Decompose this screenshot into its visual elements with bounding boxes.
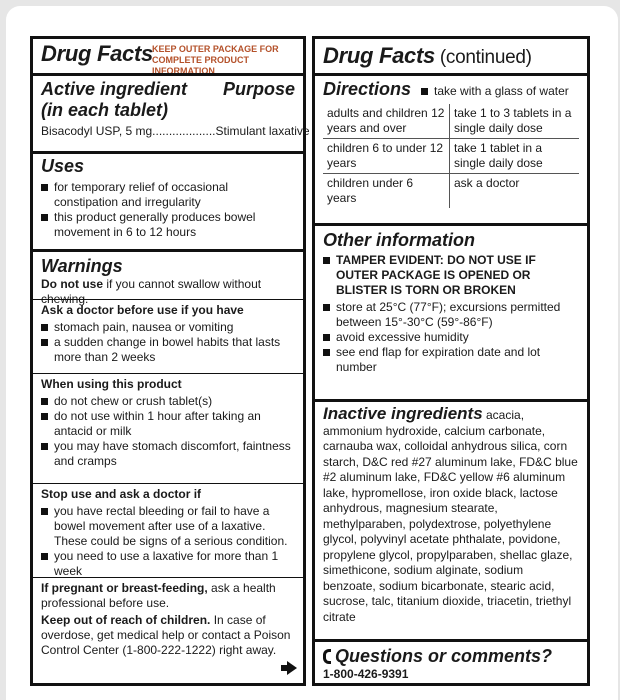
ask-doctor-heading: Ask a doctor before use if you have xyxy=(41,303,244,317)
directions-section xyxy=(315,73,587,223)
inactive-ingredients-section xyxy=(315,399,587,639)
questions-heading: Questions or comments? xyxy=(335,646,553,666)
pregnancy-section xyxy=(33,577,303,658)
stop-item: you need to use a laxative for more than 1 week xyxy=(41,549,295,579)
table-row xyxy=(323,174,579,209)
questions-section xyxy=(315,639,587,682)
directions-age: children 6 to under 12 years xyxy=(323,139,450,174)
other-item: see end flap for expiration date and lot number xyxy=(323,345,579,375)
directions-dose: take 1 to 3 tablets in a single daily dose xyxy=(454,106,572,135)
when-using-heading: When using this product xyxy=(41,377,182,391)
drug-facts-header xyxy=(33,41,303,76)
other-item: TAMPER EVIDENT: DO NOT USE IF OUTER PACKAGE IS OPENED OR BLISTER IS TORN OR BROKEN xyxy=(323,253,579,298)
inactive-ingredients-heading: Inactive ingredients xyxy=(323,404,483,423)
right-arrow-icon xyxy=(287,661,297,675)
directions-table xyxy=(323,104,579,208)
active-ingredient-heading: Active ingredient xyxy=(41,79,188,99)
active-ingredient-row xyxy=(41,124,310,139)
ask-item: a sudden change in bowel habits that lasts more than 2 weeks xyxy=(41,335,295,365)
keep-out-of-reach: Keep out of reach of children. In case of overdose, get medical help or contact a Poison Control Center (1-800-222-1222) right away. xyxy=(41,613,291,657)
do-not-use-line: Do not use if you cannot swallow without chewing. xyxy=(41,277,262,306)
table-row xyxy=(323,104,579,139)
warnings-heading: Warnings xyxy=(41,256,123,276)
when-item: do not use within 1 hour after taking an antacid or milk xyxy=(41,409,295,439)
stop-use-heading: Stop use and ask a doctor if xyxy=(41,487,202,501)
other-item: avoid excessive humidity xyxy=(323,330,579,345)
other-information-heading: Other information xyxy=(323,230,475,250)
directions-dose: ask a doctor xyxy=(450,174,580,209)
phone-icon xyxy=(323,649,331,664)
drug-facts-left-panel xyxy=(30,36,310,686)
keep-package-notice: KEEP OUTER PACKAGE FOR COMPLETE PRODUCT INFORMATION xyxy=(152,44,279,76)
inactive-ingredients-list: acacia, ammonium hydroxide, calcium carbonate, carnauba wax, colloidal anhydrous silica, corn starch, D&C red #27 aluminum lake, FD&C blue #2 aluminum lake, FD&C yellow #6 aluminum lake, hypromellose, iron oxide black, lactose anhydrous, magnesium stearate, methylparaben, polydextrose, polyethylene glycol, polyvinyl acetate phthalate, povidone, propylene glycol, propylparaben, shellac glaze, simethicone, sodium alginate, sodium benzoate, sodium bicarbonate, stearic acid, sucrose, talc, titanium dioxide, triacetin, triethyl citrate xyxy=(323,408,578,624)
leader-dots: ................... xyxy=(152,124,216,138)
drug-facts-right-panel xyxy=(312,36,590,686)
drug-facts-continued-header xyxy=(315,43,587,69)
uses-item: for temporary relief of occasional constipation and irregularity xyxy=(41,180,295,210)
ask-item: stomach pain, nausea or vomiting xyxy=(41,320,295,335)
ingredient-purpose: Stimulant laxative xyxy=(215,124,310,138)
uses-item: this product generally produces bowel movement in 6 to 12 hours xyxy=(41,210,295,240)
ask-doctor-section xyxy=(33,299,303,365)
directions-heading: Directions xyxy=(323,79,412,99)
active-ingredient-section xyxy=(33,73,310,151)
stop-item: you have rectal bleeding or fail to have a bowel movement after use of a laxative. These could be signs of a serious condition. xyxy=(41,504,295,549)
pregnancy-warning: If pregnant or breast-feeding, ask a health professional before use. xyxy=(41,581,276,610)
directions-age: children under 6 years xyxy=(323,174,450,209)
ingredient-name: Bisacodyl USP, 5 mg xyxy=(41,124,153,138)
uses-section xyxy=(33,151,303,249)
other-information-section xyxy=(315,223,587,399)
questions-phone: 1-800-426-9391 xyxy=(323,667,409,681)
active-ingredient-subheading: (in each tablet) xyxy=(41,100,169,120)
drug-facts-title: Drug Facts xyxy=(41,41,153,66)
stop-use-section xyxy=(33,483,303,579)
table-row xyxy=(323,139,579,174)
when-item: you may have stomach discomfort, faintness and cramps xyxy=(41,439,295,469)
directions-age: adults and children 12 years and over xyxy=(323,104,450,139)
when-item: do not chew or crush tablet(s) xyxy=(41,394,295,409)
uses-heading: Uses xyxy=(41,156,85,176)
directions-dose: take 1 tablet in a single daily dose xyxy=(450,139,580,174)
directions-intro: take with a glass of water xyxy=(421,84,569,99)
other-item: store at 25°C (77°F); excursions permitted between 15°-30°C (59°-86°F) xyxy=(323,300,579,330)
purpose-heading: Purpose xyxy=(222,79,295,99)
when-using-section xyxy=(33,373,303,469)
drug-facts-continued-title: Drug Facts (continued) xyxy=(323,43,532,68)
